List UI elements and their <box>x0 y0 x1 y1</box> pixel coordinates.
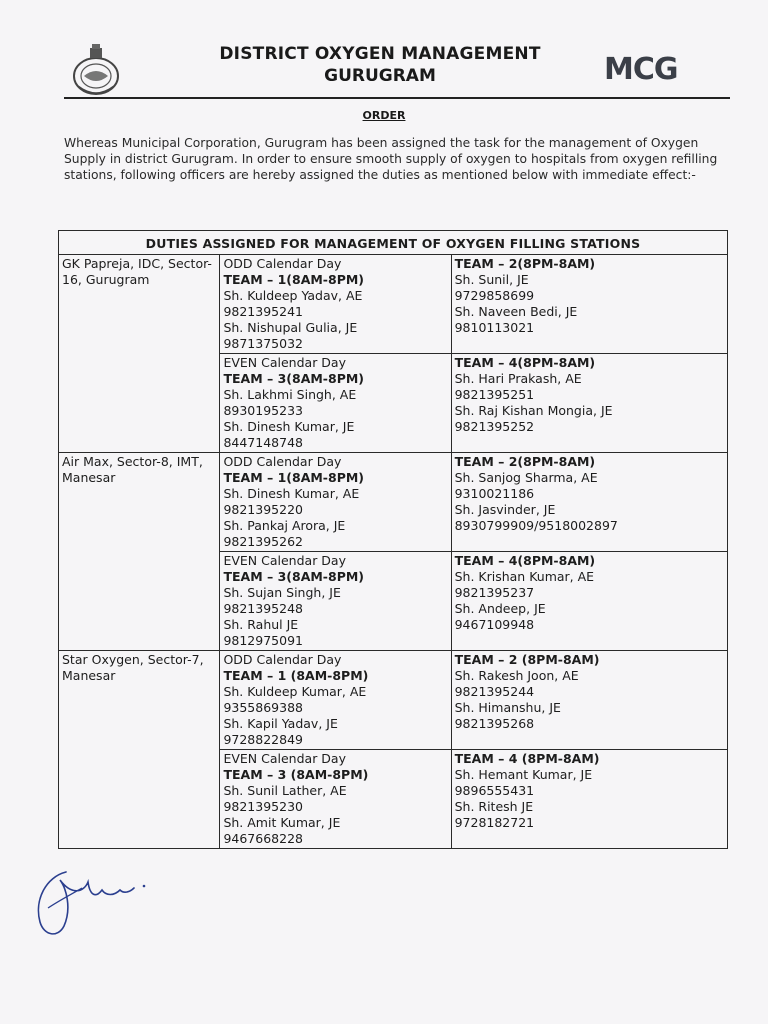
title-line-2: GURUGRAM <box>324 66 436 86</box>
officer-line: Sh. Dinesh Kumar, AE <box>223 486 360 501</box>
team-cell <box>451 750 727 849</box>
officer-line: Sh. Kuldeep Yadav, AE <box>223 288 363 303</box>
team-label: TEAM – 1 (8AM-8PM) <box>223 668 369 683</box>
officer-line: Sh. Andeep, JE <box>454 601 546 616</box>
calendar-day-label: EVEN Calendar Day <box>223 553 346 568</box>
officer-line: 9729858699 <box>454 288 535 303</box>
officer-line: Sh. Rahul JE <box>223 617 299 632</box>
calendar-day-label: EVEN Calendar Day <box>223 751 346 766</box>
team-cell <box>220 651 451 750</box>
officer-line: 9821395252 <box>454 419 535 434</box>
officer-line: 9821395262 <box>223 534 303 549</box>
officer-line: 9467109948 <box>454 617 535 632</box>
officer-line: 9355869388 <box>223 700 303 715</box>
team-cell <box>220 453 451 552</box>
team-cell <box>220 552 451 651</box>
team-cell <box>220 750 451 849</box>
officer-line: Sh. Kapil Yadav, JE <box>223 716 338 731</box>
team-label: TEAM – 4 (8PM-8AM) <box>454 751 600 766</box>
document-title <box>150 44 610 86</box>
state-emblem-icon <box>70 42 122 100</box>
title-line-1: DISTRICT OXYGEN MANAGEMENT <box>219 44 541 64</box>
team-label: TEAM – 4(8PM-8AM) <box>454 355 596 370</box>
officer-line: 9812975091 <box>223 633 303 648</box>
mcg-logo <box>604 52 700 88</box>
calendar-day-label: ODD Calendar Day <box>223 652 342 667</box>
duty-table <box>58 230 728 849</box>
officer-line: 9821395237 <box>454 585 535 600</box>
team-cell <box>451 453 727 552</box>
table-heading: DUTIES ASSIGNED FOR MANAGEMENT OF OXYGEN FILLING STATIONS <box>59 231 728 255</box>
officer-line: Sh. Kuldeep Kumar, AE <box>223 684 367 699</box>
officer-line: 9896555431 <box>454 783 535 798</box>
officer-line: 9310021186 <box>454 486 535 501</box>
team-label: TEAM – 3(8AM-8PM) <box>223 569 365 584</box>
officer-line: Sh. Naveen Bedi, JE <box>454 304 578 319</box>
officer-line: 9821395244 <box>454 684 535 699</box>
officer-line: Sh. Ritesh JE <box>454 799 534 814</box>
site-name: Star Oxygen, Sector-7, Manesar <box>59 651 220 849</box>
officer-line: 9821395230 <box>223 799 303 814</box>
header-divider <box>64 97 730 99</box>
officer-line: 9821395220 <box>223 502 303 517</box>
officer-line: 8930799909/9518002897 <box>454 518 618 533</box>
team-label: TEAM – 1(8AM-8PM) <box>223 272 365 287</box>
site-name: Air Max, Sector-8, IMT, Manesar <box>59 453 220 651</box>
team-label: TEAM – 3 (8AM-8PM) <box>223 767 369 782</box>
officer-line: 9728182721 <box>454 815 535 830</box>
team-cell <box>451 552 727 651</box>
officer-line: Sh. Sanjog Sharma, AE <box>454 470 598 485</box>
calendar-day-label: EVEN Calendar Day <box>223 355 346 370</box>
officer-line: 9467668228 <box>223 831 303 846</box>
calendar-day-label: ODD Calendar Day <box>223 256 342 271</box>
table-heading-row <box>59 231 728 255</box>
team-cell <box>451 651 727 750</box>
officer-line: Sh. Sunil Lather, AE <box>223 783 347 798</box>
table-row <box>59 651 728 750</box>
team-label: TEAM – 2(8PM-8AM) <box>454 256 596 271</box>
officer-line: Sh. Sujan Singh, JE <box>223 585 341 600</box>
officer-line: Sh. Krishan Kumar, AE <box>454 569 595 584</box>
officer-line: 9728822849 <box>223 732 303 747</box>
officer-line: Sh. Himanshu, JE <box>454 700 561 715</box>
officer-line: Sh. Rakesh Joon, AE <box>454 668 579 683</box>
officer-line: Sh. Nishupal Gulia, JE <box>223 320 358 335</box>
officer-line: Sh. Jasvinder, JE <box>454 502 556 517</box>
team-label: TEAM – 3(8AM-8PM) <box>223 371 365 386</box>
officer-line: 9821395251 <box>454 387 535 402</box>
site-name: GK Papreja, IDC, Sector-16, Gurugram <box>59 255 220 453</box>
signature <box>26 852 166 942</box>
officer-line: 8930195233 <box>223 403 303 418</box>
team-cell <box>220 255 451 354</box>
team-label: TEAM – 2(8PM-8AM) <box>454 454 596 469</box>
team-label: TEAM – 4(8PM-8AM) <box>454 553 596 568</box>
table-row <box>59 453 728 552</box>
team-cell <box>451 255 727 354</box>
officer-line: 9821395268 <box>454 716 535 731</box>
officer-line: Sh. Hemant Kumar, JE <box>454 767 593 782</box>
team-label: TEAM – 2 (8PM-8AM) <box>454 652 600 667</box>
table-row <box>59 255 728 354</box>
order-title: ORDER <box>362 109 406 122</box>
officer-line: Sh. Pankaj Arora, JE <box>223 518 346 533</box>
team-cell <box>220 354 451 453</box>
officer-line: 9871375032 <box>223 336 303 351</box>
calendar-day-label: ODD Calendar Day <box>223 454 342 469</box>
officer-line: 9821395241 <box>223 304 303 319</box>
team-cell <box>451 354 727 453</box>
logo-text: MCG <box>604 52 678 87</box>
officer-line: Sh. Amit Kumar, JE <box>223 815 341 830</box>
officer-line: Sh. Sunil, JE <box>454 272 529 287</box>
officer-line: 9810113021 <box>454 320 535 335</box>
team-label: TEAM – 1(8AM-8PM) <box>223 470 365 485</box>
order-intro-paragraph: Whereas Municipal Corporation, Gurugram has been assigned the task for the management of Oxygen Supply in district Gurugram. In order to ensure smooth supply of oxygen to hospitals from oxygen refilling stations, following officers are hereby assigned the duties as mentioned below with immediate effect:- <box>64 136 718 182</box>
officer-line: Sh. Raj Kishan Mongia, JE <box>454 403 613 418</box>
officer-line: 9821395248 <box>223 601 303 616</box>
officer-line: Sh. Dinesh Kumar, JE <box>223 419 355 434</box>
officer-line: 8447148748 <box>223 435 303 450</box>
officer-line: Sh. Hari Prakash, AE <box>454 371 582 386</box>
officer-line: Sh. Lakhmi Singh, AE <box>223 387 357 402</box>
